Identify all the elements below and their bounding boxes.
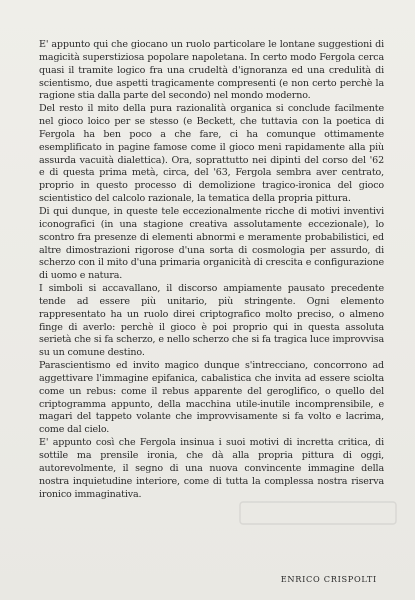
- paragraph-6: E' appunto così che Fergola insinua i suoi motivi di incretta critica, di sottile ma prensile ironia, che dà alla propria pittura di oggi, autorevolmente, il segno di una nuova convincente immagine della nostra inquietudine interiore, come di tutta la complessa nostra riserva ironico immaginativa.: [39, 437, 384, 500]
- paragraph-2: Del resto il mito della pura razionalità organica si conclude facilmente nel gioco loico per se stesso (e Beckett, che tuttavia con la poetica di Fergola ha ben poco a che fare, ci ha comunque ottimamente esemplificato in pagine famose come il gioco meni rapidamente alla più assurda vacuità dialettica). Ora, soprattutto nei dipinti del corso del '62 e di questa prima metà, circa, del '63, Fergola sembra aver centrato, proprio in questo processo di demolizione tragico-ironica del gioco scientistico del calcolo razionale, la tematica della propria pittura.: [39, 103, 384, 205]
- paragraph-1: E' appunto qui che giocano un ruolo particolare le lontane suggestioni di magicità superstiziosa popolare napoletana. In certo modo Fergola cerca quasi il tramite logico fra una crudeltà d'ignoranza ed una credulità di scientismo, due aspetti tragicamente compresenti (e non certo perchè la ragione stia dalla parte del secondo) nel mondo moderno.: [39, 39, 384, 102]
- faint-stamp-mark: [238, 500, 398, 526]
- essay-text: [39, 39, 384, 501]
- paragraph-5: Parascientismo ed invito magico dunque s'intrecciano, concorrono ad aggettivare l'immagine epifanica, cabalistica che invita ad essere sciolta come un rebus: come il rebus apparente del geroglifico, o quello del criptogramma appunto, della macchina utile-inutile incomprensibile, e magari del tappeto volante che improvvisamente si fa volto e lacrima, come dal cielo.: [39, 360, 384, 436]
- paragraph-3: Di qui dunque, in queste tele eccezionalmente ricche di motivi inventivi iconografici (in una stagione creativa assolutamente eccezionale), lo scontro fra presenze di elementi abnormi e meramente probabilistici, ed altre dimostrazioni rigorose d'una sorta di cosmologia per assurdo, di scherzo con il mito d'una primaria organicità di crescita e configurazione di uomo e natura.: [39, 205, 384, 282]
- author-signature: ENRICO CRISPOLTI: [280, 574, 377, 584]
- paragraph-4: I simboli si accavallano, il discorso ampiamente pausato precedente tende ad essere più unitario, più stringente. Ogni elemento rappresentato ha un ruolo direi criptografico molto preciso, o almeno finge di averlo: perchè il gioco è poi proprio qui in questa assoluta serietà che si fa scherzo, e nello scherzo che si fa tragica luce improvvisa su un comune destino.: [39, 283, 384, 359]
